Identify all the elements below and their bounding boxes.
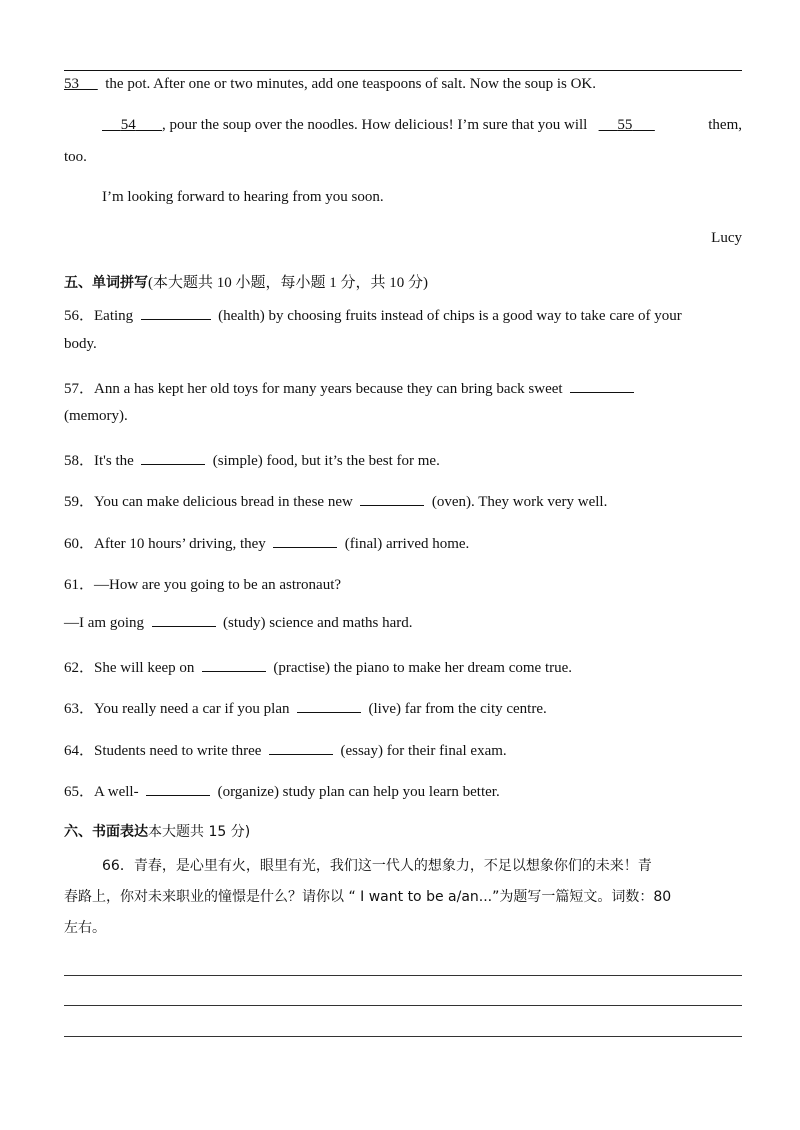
answer-blank-60[interactable]: [273, 535, 337, 548]
letter-line-1: [64, 76, 596, 93]
question-57: 57．Ann a has kept her old toys for many years because they can bring back sweet: [64, 377, 634, 398]
question-61-answer: —I am going (study) science and maths hard.: [64, 615, 413, 631]
letter-text-2: , pour the soup over the noodles. How delicious! I’m sure that you will: [162, 117, 588, 133]
section5-subtitle: (本大题共 10 小题，每小题 1 分，共 10 分): [148, 275, 428, 291]
question-61: 61．—How are you going to be an astronaut?: [64, 577, 342, 593]
letter-text-1: the pot. After one or two minutes, add one teaspoons of salt. Now the soup is OK.: [105, 76, 597, 92]
section5-title: 五、单词拼写: [64, 275, 148, 291]
section5-header: [64, 271, 428, 292]
question-59: 59．You can make delicious bread in these new (oven). They work very well.: [64, 494, 608, 510]
answer-blank-64[interactable]: [269, 742, 333, 755]
blank-55[interactable]: 55: [617, 117, 633, 133]
section6-header: [64, 821, 250, 841]
question-58: 58．It's the (simple) food, but it’s the best for me.: [64, 453, 440, 469]
answer-blank-56[interactable]: [141, 307, 211, 320]
section6-title: 六、书面表达: [64, 824, 148, 840]
writing-answer-line[interactable]: [64, 1005, 742, 1006]
answer-blank-65[interactable]: [146, 783, 210, 796]
question-60: 60．After 10 hours’ driving, they (final) arrived home.: [64, 536, 470, 552]
question-62: 62．She will keep on (practise) the piano to make her dream come true.: [64, 660, 573, 676]
blank-54[interactable]: 54: [120, 117, 136, 133]
writing-prompt-line-1: 66．青春，是心里有火，眼里有光，我们这一代人的想象力，不足以想象你们的未来！青: [102, 858, 652, 874]
writing-prompt-line-2: 春路上，你对未来职业的憧憬是什么？请你以 “ I want to be a/an...”为题写一篇短文。词数：80: [64, 889, 672, 905]
writing-prompt-line-3: 左右。: [64, 920, 106, 936]
letter-closing: I’m looking forward to hearing from you soon.: [102, 189, 384, 205]
answer-blank-58[interactable]: [141, 452, 205, 465]
writing-answer-line[interactable]: [64, 1036, 742, 1037]
letter-line-2: [102, 117, 655, 134]
answer-blank-61[interactable]: [152, 614, 216, 627]
answer-blank-62[interactable]: [202, 659, 266, 672]
top-rule: [64, 70, 742, 71]
question-56: 56．Eating (health) by choosing fruits instead of chips is a good way to take care of your: [64, 308, 682, 324]
section6-subtitle: 本大题共 15 分): [148, 824, 251, 840]
question-57-cont: (memory).: [64, 408, 128, 424]
question-65: 65．A well- (organize) study plan can help you learn better.: [64, 784, 500, 800]
letter-signature: Lucy: [711, 230, 742, 246]
answer-blank-59[interactable]: [360, 493, 424, 506]
blank-53[interactable]: 53: [64, 76, 79, 92]
answer-blank-63[interactable]: [297, 700, 361, 713]
letter-line-3: too.: [64, 149, 87, 165]
answer-blank-57[interactable]: [570, 380, 634, 393]
question-64: 64．Students need to write three (essay) for their final exam.: [64, 743, 507, 759]
question-56-cont: body.: [64, 336, 97, 352]
question-63: 63．You really need a car if you plan (live) far from the city centre.: [64, 701, 547, 717]
writing-answer-line[interactable]: [64, 975, 742, 976]
letter-text-2-tail: them,: [708, 117, 742, 133]
